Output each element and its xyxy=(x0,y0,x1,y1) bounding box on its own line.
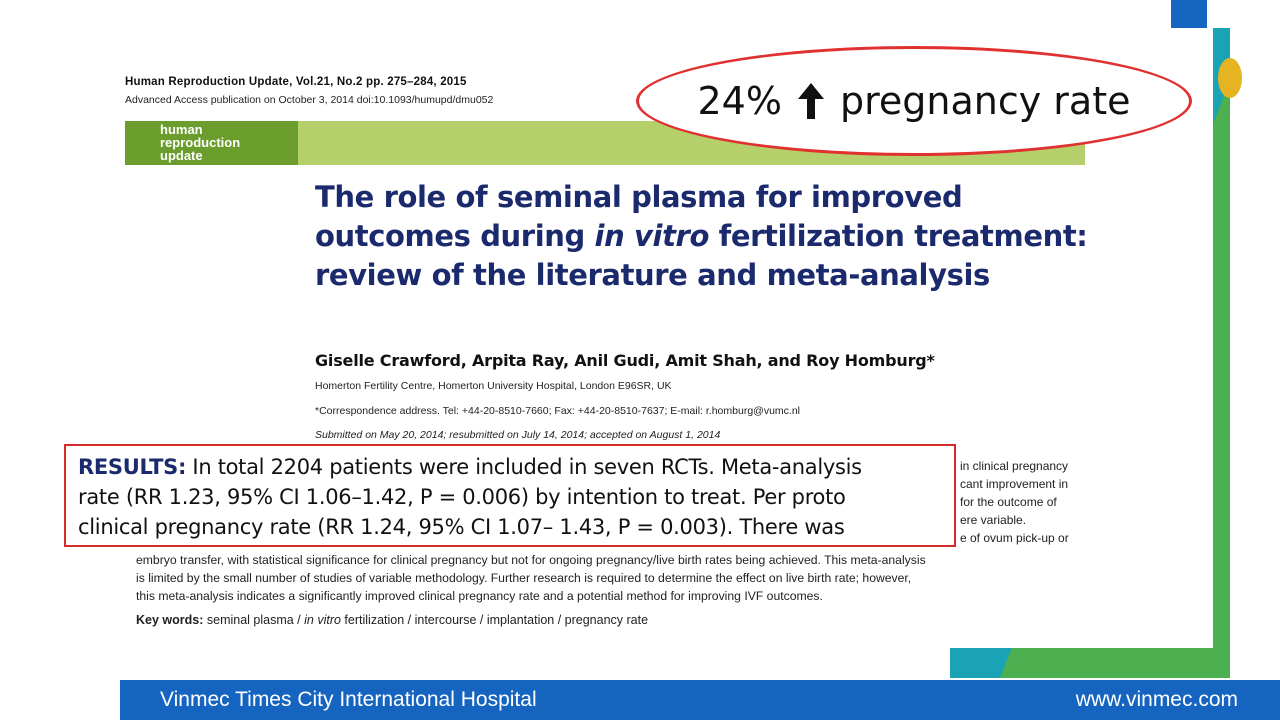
keywords-italic: in vitro xyxy=(304,613,341,627)
results-fragment: in clinical pregnancy xyxy=(960,459,1069,473)
abstract-line: this meta-analysis indicates a significantly improved clinical pregnancy rate and a potential method for improving IVF outcomes. xyxy=(136,589,823,603)
abstract-line: embryo transfer, with statistical significance for clinical pregnancy but not for ongoing pregnancy/live birth rates being achieved. This meta-analysis xyxy=(136,553,926,567)
keywords-line xyxy=(136,613,648,627)
abstract-line: is limited by the small number of studies of variable methodology. Further research is required to determine the effect on live birth rate; however, xyxy=(136,571,912,585)
decorative-gold-shape xyxy=(1218,58,1242,98)
access-publication-line: Advanced Access publication on October 3, 2014 doi:10.1093/humupd/dmu052 xyxy=(125,94,494,106)
journal-logo xyxy=(125,121,298,165)
results-fragment: for the outcome of xyxy=(960,495,1057,509)
title-part-2: fertilization treatment: review of the literature and meta-analysis xyxy=(315,219,1088,292)
callout-label: pregnancy rate xyxy=(839,79,1131,123)
ambulance-icon xyxy=(1232,545,1276,675)
results-label: RESULTS: xyxy=(78,455,187,479)
correspondence-address: *Correspondence address. Tel: +44-20-8510-7660; Fax: +44-20-8510-7637; E-mail: r.homburg@vumc.nl xyxy=(315,405,800,417)
paper-affiliation: Homerton Fertility Centre, Homerton University Hospital, London E96SR, UK xyxy=(315,380,672,392)
footer-website[interactable]: www.vinmec.com xyxy=(1075,688,1238,711)
keywords-part-2: fertilization / intercourse / implantation / pregnancy rate xyxy=(340,613,649,627)
callout-text xyxy=(698,79,1131,123)
footer-bar xyxy=(120,680,1280,720)
results-line-1-text: In total 2204 patients were included in seven RCTs. Meta-analysis xyxy=(186,455,862,479)
results-text-behind-box xyxy=(960,457,1100,547)
results-fragment: e of ovum pick-up or xyxy=(960,531,1069,545)
results-fragment: cant improvement in xyxy=(960,477,1069,491)
journal-citation: Human Reproduction Update, Vol.21, No.2 pp. 275–284, 2015 xyxy=(125,76,467,88)
keywords-part-1: seminal plasma / xyxy=(203,613,305,627)
submission-dates: Submitted on May 20, 2014; resubmitted on July 14, 2014; accepted on August 1, 2014 xyxy=(315,429,721,441)
results-line-1 xyxy=(78,452,954,482)
logo-word-2: reproduction xyxy=(160,135,241,150)
up-arrow-icon xyxy=(796,81,826,121)
keywords-label: Key words: xyxy=(136,613,204,627)
logo-word-1: human xyxy=(160,122,203,137)
callout-percent: 24% xyxy=(697,79,782,123)
footer-hospital-name: Vinmec Times City International Hospital xyxy=(160,688,537,711)
paper-title xyxy=(315,178,1115,295)
decorative-blue-block xyxy=(1171,0,1207,28)
paper-authors: Giselle Crawford, Arpita Ray, Anil Gudi, Amit Shah, and Roy Homburg* xyxy=(315,351,935,370)
results-highlight-box xyxy=(64,444,956,547)
title-italic: in vitro xyxy=(594,219,709,253)
results-line-3: clinical pregnancy rate (RR 1.24, 95% CI 1.07– 1.43, P = 0.003). There was xyxy=(78,515,845,539)
logo-word-3: update xyxy=(160,148,203,163)
abstract-text xyxy=(136,551,1096,605)
title-part-1: The role of seminal plasma for improved outcomes during xyxy=(315,180,963,253)
results-fragment: ere variable. xyxy=(960,513,1027,527)
results-line-2: rate (RR 1.23, 95% CI 1.06–1.42, P = 0.006) by intention to treat. Per proto xyxy=(78,485,846,509)
pregnancy-rate-callout xyxy=(636,46,1192,156)
